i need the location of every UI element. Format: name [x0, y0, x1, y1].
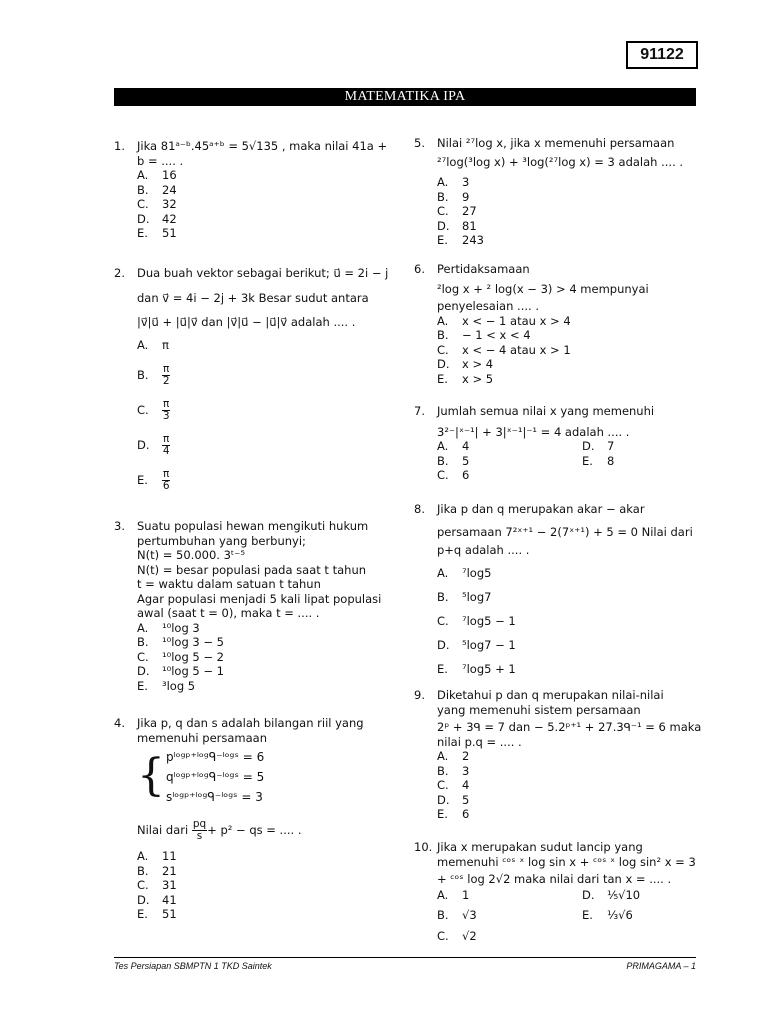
question-stem: yang memenuhi sistem persamaan [437, 702, 641, 717]
option-b: B. − 1 < x < 4 [437, 328, 531, 342]
question-stem: Jumlah semua nilai x yang memenuhi [437, 404, 655, 418]
option-e: E. 6 [437, 807, 470, 821]
question-stem: Jika 81ᵃ⁻ᵇ.45ᵃ⁺ᵇ = 5√135 , maka nilai 41a + [137, 139, 388, 153]
option-e: E. $\frac{\pi}{6}$ [137, 467, 170, 492]
option-a: A. 3 [437, 175, 470, 189]
option-d: D. ¹⁰log 5 − 1 [137, 664, 224, 678]
question-stem: |v⃗|u⃗ + |u⃗|v⃗ dan |v⃗|u⃗ − |u⃗|v⃗ adalah .... . [137, 315, 356, 329]
equation-system [137, 747, 364, 807]
option-c: C. 31 [137, 878, 177, 892]
option-a: A. ⁷log5 [437, 566, 492, 581]
question-stem: pertumbuhan yang berbunyi; [137, 533, 306, 548]
question-stem: ²⁷log(³log x) + ³log(²⁷log x) = 3 adalah .... . [437, 154, 684, 169]
option-e: E. 51 [137, 907, 177, 921]
question-stem: Dua buah vektor sebagai berikut; u⃗ = 2i − j [137, 266, 389, 280]
option-c: C. $\frac{\pi}{3}$ [137, 397, 170, 422]
equation: qˡᵒᵍᵖ⁺ˡᵒᵍᑫ⁻ˡᵒᵍˢ = 5 [166, 770, 265, 784]
option-d: D. ⅕√10 [582, 888, 641, 903]
question-stem: Jika p dan q merupakan akar − akar [437, 502, 645, 516]
option-d: D. $\frac{\pi}{4}$ [137, 432, 170, 457]
option-b: B. 9 [437, 189, 470, 204]
option-list [437, 314, 649, 387]
option-c: C. 32 [137, 197, 177, 211]
option-list [137, 168, 387, 241]
question-number: 8. [414, 502, 425, 516]
option-d: D. ⁵log7 − 1 [437, 638, 516, 653]
footer-right-text: PRIMAGAMA – 1 [626, 961, 696, 971]
question-stem: + ᶜᵒˢ log 2√2 maka nilai dari tan x = .... . [437, 872, 672, 886]
question-number: 3. [114, 519, 125, 533]
question-number: 1. [114, 139, 125, 153]
option-d: D. 81 [437, 218, 477, 233]
question-stem: persamaan 7²ˣ⁺¹ − 2(7ˣ⁺¹) + 5 = 0 Nilai dari [437, 524, 693, 539]
footer-divider [114, 957, 696, 958]
brace-icon: { [137, 750, 165, 801]
option-c: C. 27 [437, 204, 477, 218]
option-b: B. 3 [437, 763, 470, 778]
option-a: A. 11 [137, 849, 177, 863]
equation: sˡᵒᵍᵖ⁺ˡᵒᵍᑫ⁻ˡᵒᵍˢ = 3 [166, 790, 263, 804]
option-c: C. 4 [437, 778, 470, 792]
question-stem: penyelesaian .... . [437, 299, 539, 313]
question-stem: memenuhi ᶜᵒˢ ˣ log sin x + ᶜᵒˢ ˣ log sin² x = 3 [437, 854, 696, 869]
option-b: B. √3 [437, 907, 477, 922]
question-stem: b = .... . [137, 153, 184, 168]
question-number: 9. [414, 688, 425, 702]
option-b: B. 5 [437, 453, 470, 468]
question-stem: Pertidaksamaan [437, 262, 530, 276]
question-stem: Suatu populasi hewan mengikuti hukum [137, 519, 369, 533]
question-stem: ²log x + ² log(x − 3) > 4 mempunyai [437, 281, 649, 296]
option-e: E. x > 5 [437, 371, 494, 386]
option-b: B. 21 [137, 863, 177, 878]
option-list [437, 749, 701, 822]
option-d: D. 7 [582, 439, 615, 453]
option-list [137, 334, 388, 498]
option-e: E. 243 [437, 233, 484, 247]
question-stem: t = waktu dalam satuan t tahun [137, 577, 321, 591]
option-c: C. √2 [437, 928, 477, 943]
option-e: E. ⁷log5 + 1 [437, 662, 516, 677]
option-a: A. 2 [437, 749, 470, 763]
option-list [137, 621, 381, 694]
question-stem: Jika x merupakan sudut lancip yang [437, 840, 643, 854]
exam-code: 91122 [640, 46, 684, 63]
question-stem: N(t) = 50.000. 3ᵗ⁻⁵ [137, 548, 245, 562]
subject-title: MATEMATIKA IPA [344, 89, 466, 104]
exam-code-box [626, 41, 698, 69]
option-e: E. ³log 5 [137, 678, 196, 693]
question-stem: dan v⃗ = 4i − 2j + 3k Besar sudut antara [137, 290, 369, 305]
option-a: A. ¹⁰log 3 [137, 620, 200, 635]
option-a: A. 4 [437, 439, 470, 453]
question-number: 4. [114, 716, 125, 730]
option-list [437, 887, 696, 947]
option-d: D. x > 4 [437, 357, 494, 371]
question-stem: 3²⁻|ˣ⁻¹| + 3|ˣ⁻¹|⁻¹ = 4 adalah .... . [437, 424, 630, 439]
question-number: 10. [414, 840, 433, 854]
question-stem: Nilai ²⁷log x, jika x memenuhi persamaan [437, 136, 675, 150]
question-stem: awal (saat t = 0), maka t = .... . [137, 606, 320, 620]
option-d: D. 42 [137, 211, 177, 226]
equation: pˡᵒᵍᵖ⁺ˡᵒᵍᑫ⁻ˡᵒᵍˢ = 6 [166, 750, 265, 764]
option-a: A. 1 [437, 888, 470, 903]
question-stem: Jika p, q dan s adalah bilangan riil yang [137, 716, 364, 730]
option-b: B. ¹⁰log 3 − 5 [137, 635, 224, 649]
option-b: B. 24 [137, 182, 177, 197]
option-a: A. π [137, 338, 169, 353]
question-stem: p+q adalah .... . [437, 543, 530, 557]
question-stem: Agar populasi menjadi 5 kali lipat populasi [137, 591, 382, 606]
option-c: C. x < − 4 atau x > 1 [437, 342, 571, 357]
question-number: 5. [414, 136, 425, 150]
option-b: B. $\frac{\pi}{2}$ [137, 362, 170, 387]
option-d: D. 41 [137, 892, 177, 907]
option-list [137, 849, 364, 922]
question-stem: Diketahui p dan q merupakan nilai-nilai [437, 688, 664, 702]
question-stem: nilai p.q = .... . [437, 734, 522, 749]
footer-left-text: Tes Persiapan SBMPTN 1 TKD Saintek [114, 961, 272, 971]
question-number: 7. [414, 404, 425, 418]
question-stem: N(t) = besar populasi pada saat t tahun [137, 562, 367, 577]
option-b: B. ⁵log7 [437, 590, 492, 605]
question-stem: 2ᵖ + 3ᑫ = 7 dan − 5.2ᵖ⁺¹ + 27.3ᑫ⁻¹ = 6 maka [437, 720, 702, 734]
question-number: 6. [414, 262, 425, 276]
option-c: C. 6 [437, 468, 470, 482]
option-e: E. 8 [582, 453, 615, 468]
option-list [437, 562, 693, 682]
question-number: 2. [114, 266, 125, 280]
option-e: E. ⅓√6 [582, 907, 633, 922]
question-ask: Nilai dari $\frac{pq}{s}$ + p² − qs = .... . [137, 817, 302, 842]
subject-title-bar [114, 88, 696, 106]
option-e: E. 51 [137, 226, 177, 240]
option-list [437, 439, 692, 483]
option-c: C. ¹⁰log 5 − 2 [137, 649, 224, 664]
question-stem: memenuhi persamaan [137, 730, 267, 745]
option-a: A. x < − 1 atau x > 4 [437, 313, 571, 328]
option-d: D. 5 [437, 792, 470, 807]
option-list [437, 175, 683, 248]
option-c: C. ⁷log5 − 1 [437, 614, 516, 629]
option-a: A. 16 [137, 168, 177, 182]
